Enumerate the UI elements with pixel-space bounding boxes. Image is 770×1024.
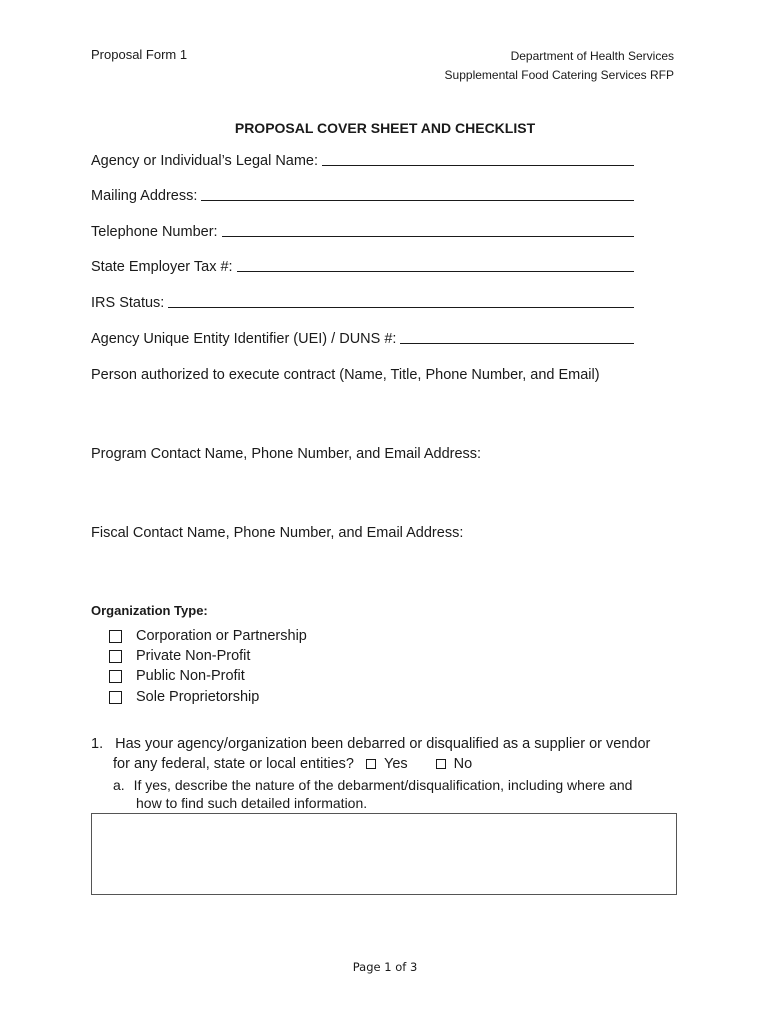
fiscal-contact-label: Fiscal Contact Name, Phone Number, and Email Address: (91, 525, 464, 541)
question-1a-text: If yes, describe the nature of the debarment/disqualification, including where and (133, 777, 633, 793)
question-1 (91, 734, 650, 774)
irs-status-line[interactable] (168, 306, 634, 308)
uei-line[interactable] (400, 342, 634, 344)
yes-checkbox[interactable] (366, 759, 376, 769)
mailing-address-label: Mailing Address: (91, 188, 198, 204)
question-1a-text-continued: how to find such detailed information. (136, 795, 368, 811)
checkbox[interactable] (109, 691, 122, 704)
org-option-sole-proprietorship[interactable] (109, 689, 259, 705)
question-1a-line1 (113, 776, 632, 794)
question-1-text-continued: for any federal, state or local entities? (113, 756, 354, 772)
mailing-address-field[interactable] (91, 188, 634, 204)
page-title: PROPOSAL COVER SHEET AND CHECKLIST (234, 120, 536, 136)
no-label: No (453, 756, 473, 772)
organization-type-heading: Organization Type: (91, 603, 208, 618)
question-number: 1. (91, 736, 104, 752)
org-option-label: Private Non-Profit (136, 648, 251, 664)
program-contact-label: Program Contact Name, Phone Number, and Email Address: (91, 446, 482, 462)
legal-name-field[interactable] (91, 153, 634, 169)
tax-id-field[interactable] (91, 259, 634, 275)
yes-label: Yes (384, 756, 408, 772)
question-1a (113, 776, 632, 812)
irs-status-field[interactable] (91, 295, 634, 311)
tax-id-line[interactable] (237, 270, 634, 272)
checkbox[interactable] (109, 670, 122, 683)
authorized-person-label: Person authorized to execute contract (Name, Title, Phone Number, and Email) (91, 367, 600, 383)
legal-name-line[interactable] (322, 164, 634, 166)
uei-field[interactable] (91, 331, 634, 347)
rfp-name: Supplemental Food Catering Services RFP (444, 68, 674, 82)
header-right (445, 47, 674, 85)
telephone-label: Telephone Number: (91, 224, 218, 240)
org-option-public-nonprofit[interactable] (109, 668, 245, 684)
org-option-private-nonprofit[interactable] (109, 648, 250, 664)
no-checkbox[interactable] (436, 759, 446, 769)
irs-status-label: IRS Status: (91, 295, 165, 311)
debarment-description-box[interactable] (91, 813, 677, 895)
page-number: Page 1 of 3 (352, 960, 418, 974)
legal-name-label: Agency or Individual’s Legal Name: (91, 153, 319, 169)
question-1-text: Has your agency/organization been debarred or disqualified as a supplier or vendor (115, 736, 651, 752)
org-option-corporation[interactable] (109, 628, 307, 644)
org-option-label: Corporation or Partnership (136, 628, 307, 644)
uei-label: Agency Unique Entity Identifier (UEI) / DUNS #: (91, 331, 397, 347)
mailing-address-line[interactable] (201, 199, 634, 201)
department-name: Department of Health Services (510, 49, 674, 63)
form-number: Proposal Form 1 (91, 47, 188, 62)
tax-id-label: State Employer Tax #: (91, 259, 233, 275)
telephone-field[interactable] (91, 224, 634, 240)
sub-letter: a. (113, 777, 125, 793)
checkbox[interactable] (109, 630, 122, 643)
question-1-line2 (91, 754, 650, 774)
telephone-line[interactable] (222, 235, 634, 237)
org-option-label: Public Non-Profit (136, 668, 245, 684)
question-1-line1 (91, 734, 650, 754)
checkbox[interactable] (109, 650, 122, 663)
org-option-label: Sole Proprietorship (136, 689, 260, 705)
